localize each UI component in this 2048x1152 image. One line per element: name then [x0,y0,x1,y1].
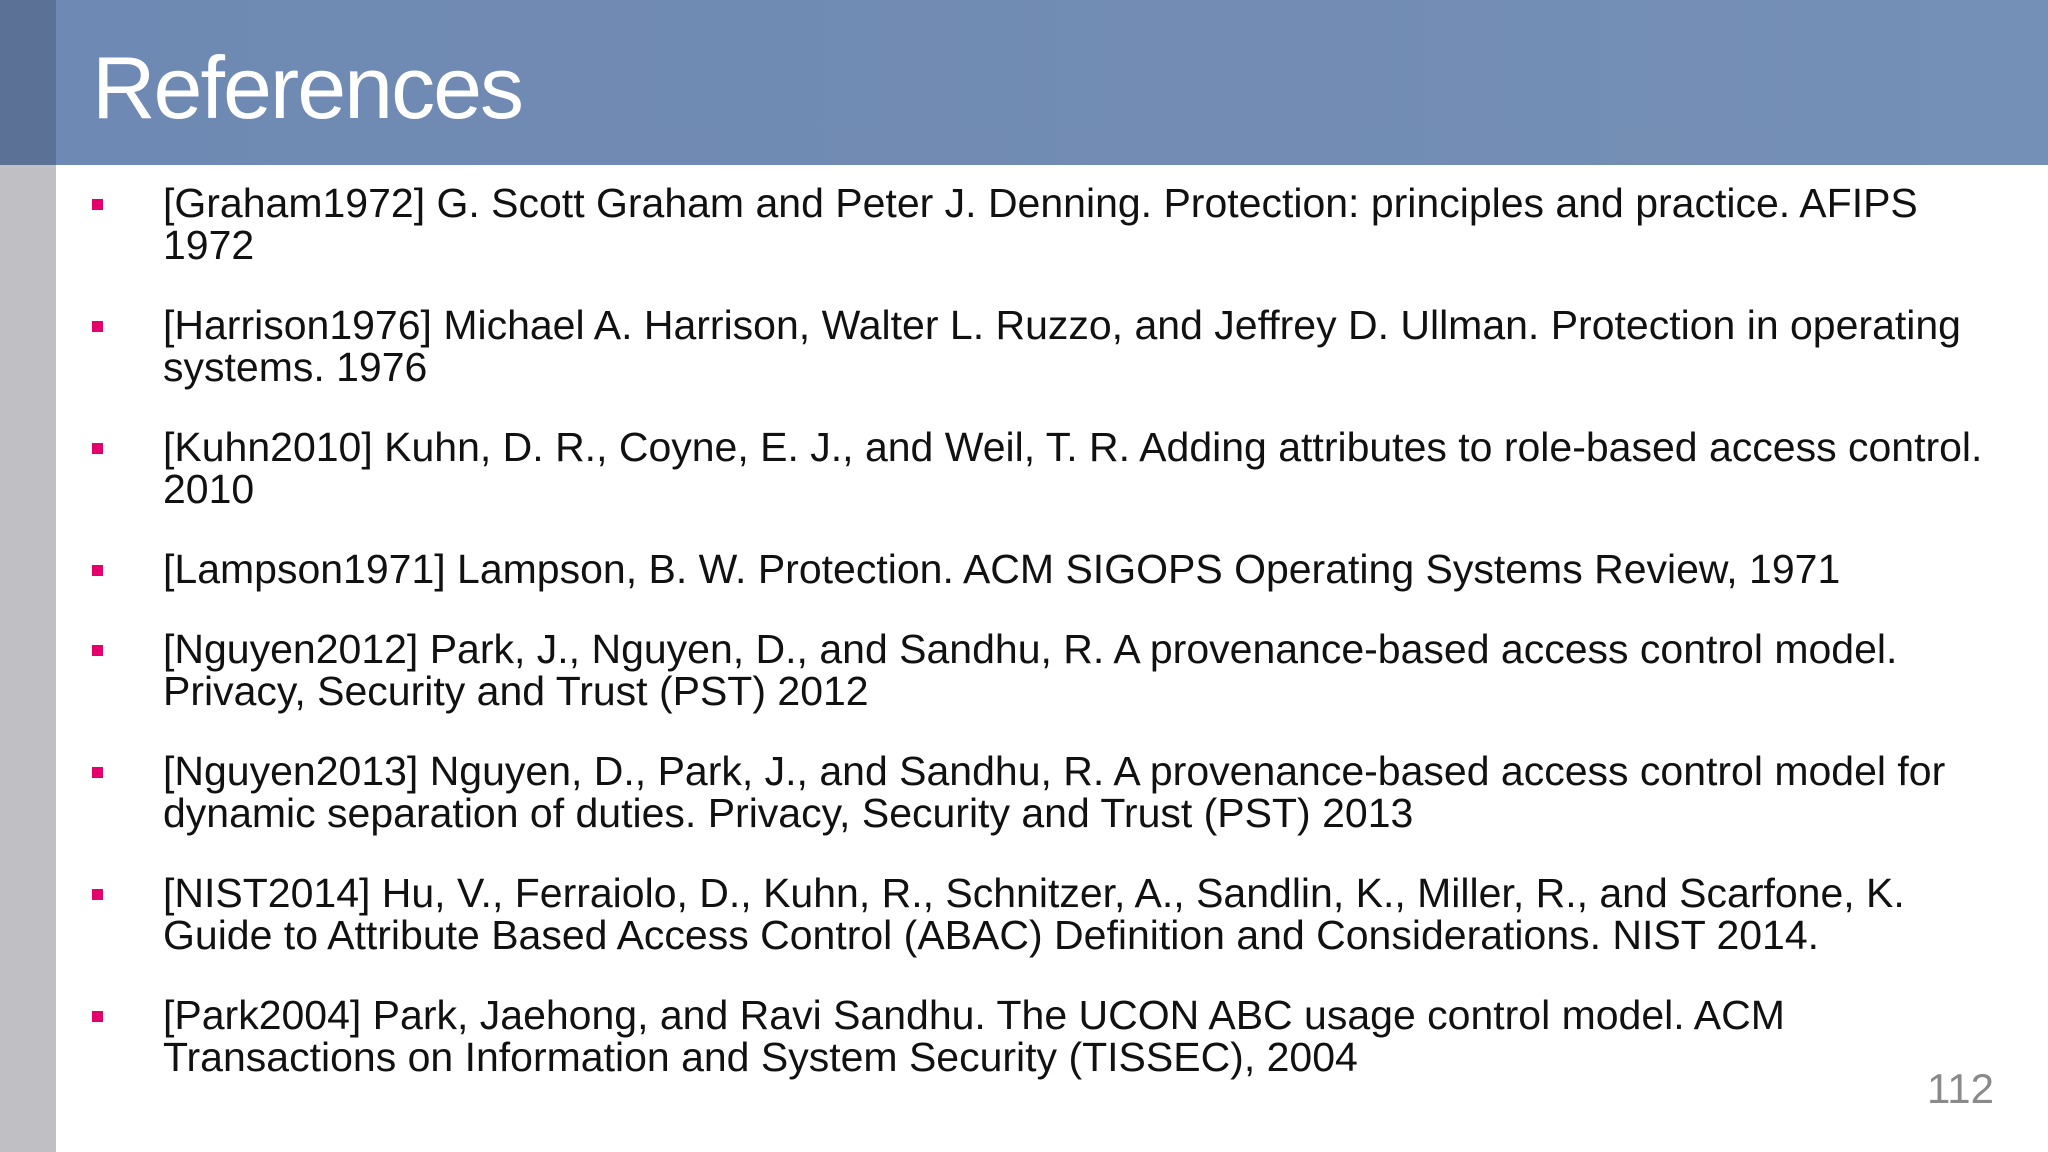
reference-text: [NIST2014] Hu, V., Ferraiolo, D., Kuhn, R., Schnitzer, A., Sandlin, K., Miller, R., and Scarfone, K. Guide to Attribute Based Access Control (ABAC) Definition and Considerations. NIST 2014. [163,870,1905,958]
reference-text: [Harrison1976] Michael A. Harrison, Walter L. Ruzzo, and Jeffrey D. Ullman. Protection in operating systems. 1976 [163,302,1961,390]
reference-text: [Lampson1971] Lampson, B. W. Protection. ACM SIGOPS Operating Systems Review, 1971 [163,546,1841,592]
square-bullet-icon [92,565,103,576]
square-bullet-icon [92,889,103,900]
square-bullet-icon [92,443,103,454]
page-number: 112 [1927,1065,1994,1112]
reference-text: [Park2004] Park, Jaehong, and Ravi Sandhu. The UCON ABC usage control model. ACM Transactions on Information and System Security (TISSEC), 2004 [163,992,1785,1080]
square-bullet-icon [92,645,103,656]
left-accent-bar [0,0,56,1152]
square-bullet-icon [92,321,103,332]
slide-title: References [92,38,523,137]
reference-item [84,548,2014,590]
square-bullet-icon [92,767,103,778]
left-accent-bar-top [0,0,56,165]
reference-text: [Nguyen2012] Park, J., Nguyen, D., and Sandhu, R. A provenance-based access control model. Privacy, Security and Trust (PST) 2012 [163,626,1898,714]
reference-text: [Nguyen2013] Nguyen, D., Park, J., and Sandhu, R. A provenance-based access control model for dynamic separation of duties. Privacy, Security and Trust (PST) 2013 [163,748,1946,836]
reference-item [84,304,2014,388]
square-bullet-icon [92,199,103,210]
reference-item [84,994,2014,1078]
reference-item [84,872,2014,956]
reference-list [84,182,2014,1116]
reference-item [84,750,2014,834]
reference-item [84,628,2014,712]
reference-item [84,426,2014,510]
reference-text: [Graham1972] G. Scott Graham and Peter J. Denning. Protection: principles and practice. AFIPS 1972 [163,180,1918,268]
square-bullet-icon [92,1011,103,1022]
reference-text: [Kuhn2010] Kuhn, D. R., Coyne, E. J., and Weil, T. R. Adding attributes to role-based access control. 2010 [163,424,1983,512]
reference-item [84,182,2014,266]
